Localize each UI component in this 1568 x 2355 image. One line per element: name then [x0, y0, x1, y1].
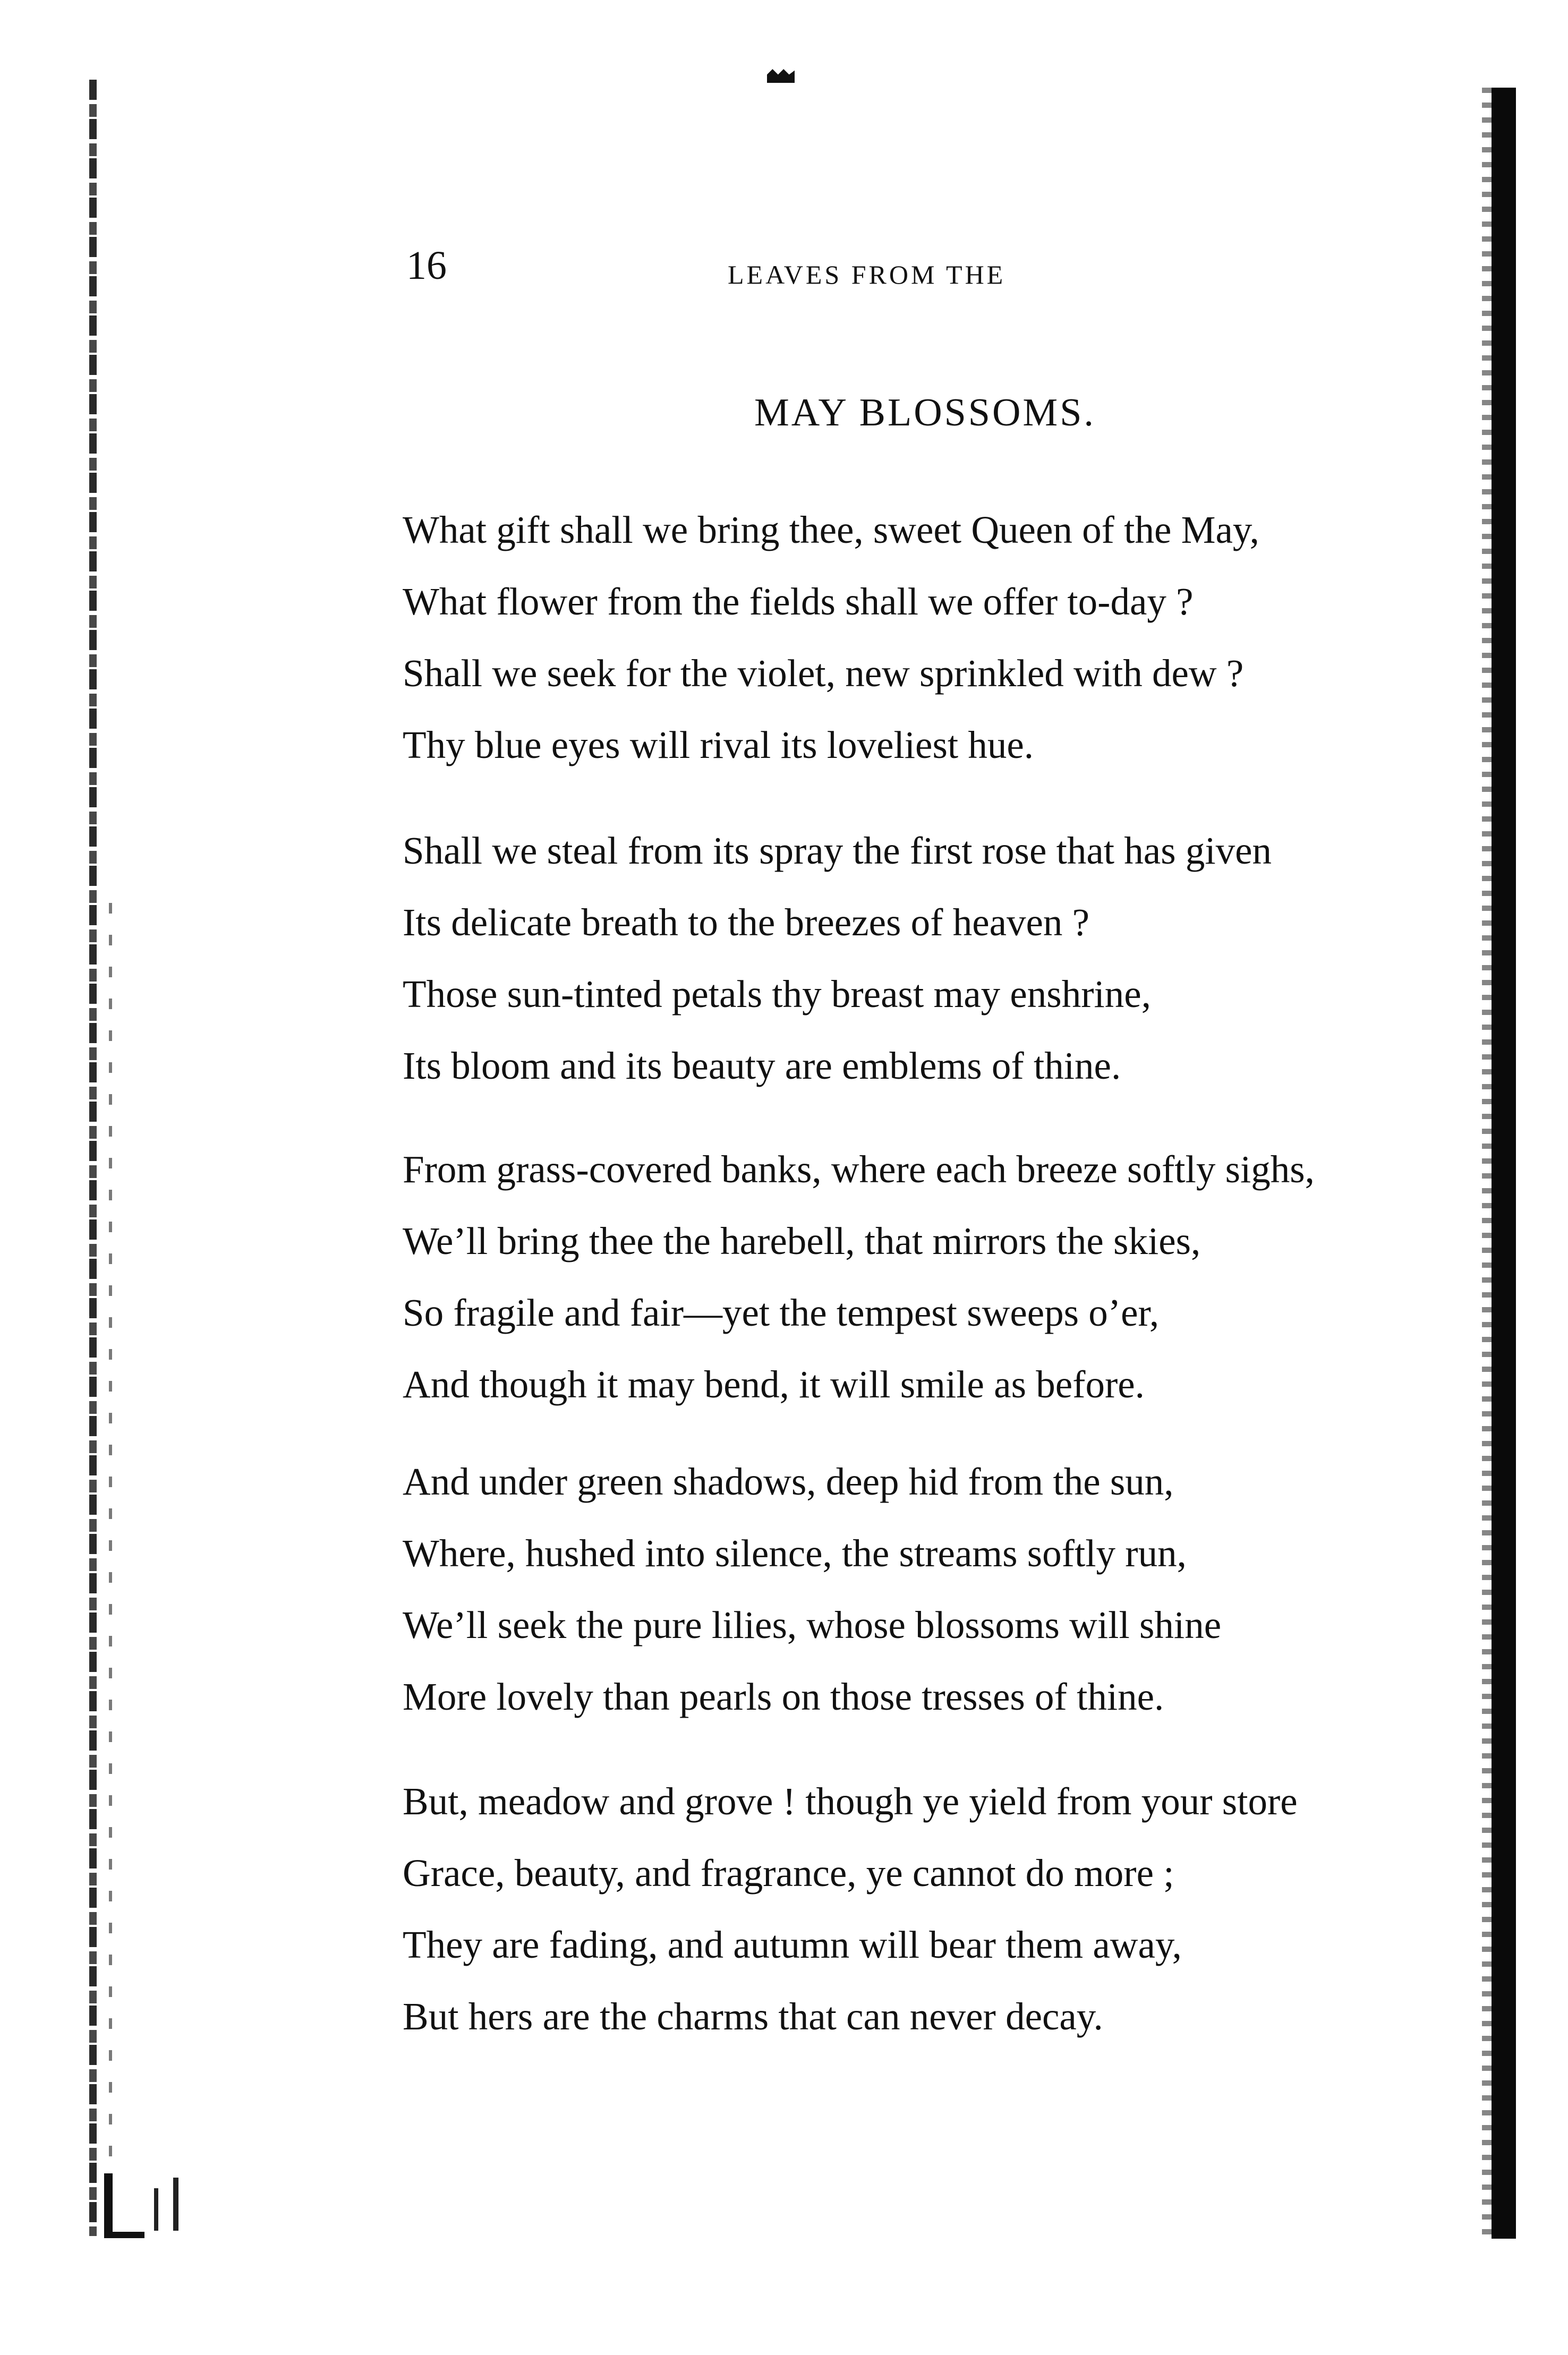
ink-mark-bottom-left	[104, 2173, 144, 2238]
ink-mark-bottom	[154, 2188, 158, 2231]
stanza	[403, 815, 1272, 1102]
ink-mark-top	[767, 69, 795, 83]
poem-line: We’ll bring thee the harebell, that mirrors the skies,	[403, 1219, 1201, 1262]
poem-line: Those sun-tinted petals thy breast may enshrine,	[403, 972, 1151, 1016]
poem-line: Thy blue eyes will rival its loveliest hue.	[403, 723, 1034, 766]
poem-line: And under green shadows, deep hid from the sun,	[403, 1460, 1174, 1503]
binding-edge-left	[89, 80, 97, 2236]
stanza	[403, 1765, 1298, 2052]
page-number: 16	[406, 243, 447, 288]
poem-line: From grass-covered banks, where each breeze softly sighs,	[403, 1148, 1315, 1191]
binding-edge-left-inner	[109, 903, 112, 2178]
poem-line: What gift shall we bring thee, sweet Queen of the May,	[403, 508, 1259, 551]
stanza	[403, 1446, 1221, 1733]
poem-line: They are fading, and autumn will bear them away,	[403, 1923, 1182, 1966]
poem-title: MAY BLOSSOMS.	[754, 391, 1096, 434]
poem-line: Grace, beauty, and fragrance, ye cannot do more ;	[403, 1851, 1174, 1895]
poem-line: But hers are the charms that can never decay.	[403, 1995, 1103, 2038]
poem-line: Shall we seek for the violet, new sprinkled with dew ?	[403, 652, 1244, 695]
stanza	[403, 494, 1259, 781]
ink-mark-bottom	[173, 2178, 178, 2231]
poem-line: Shall we steal from its spray the first rose that has given	[403, 829, 1272, 872]
running-head: LEAVES FROM THE	[728, 260, 1006, 289]
stanza	[403, 1133, 1315, 1420]
poem-line: But, meadow and grove ! though ye yield from your store	[403, 1780, 1298, 1823]
poem-line: We’ll seek the pure lilies, whose blossoms will shine	[403, 1603, 1222, 1646]
page-edge-right	[1492, 88, 1516, 2239]
poem-line: More lovely than pearls on those tresses of thine.	[403, 1675, 1164, 1718]
poem-line: So fragile and fair—yet the tempest sweeps o’er,	[403, 1291, 1160, 1334]
poem-line: And though it may bend, it will smile as before.	[403, 1363, 1145, 1406]
poem-line: What flower from the fields shall we offer to-day ?	[403, 580, 1194, 623]
poem-line: Where, hushed into silence, the streams softly run,	[403, 1532, 1187, 1575]
poem-line: Its bloom and its beauty are emblems of thine.	[403, 1044, 1121, 1087]
poem-line: Its delicate breath to the breezes of heaven ?	[403, 901, 1090, 944]
